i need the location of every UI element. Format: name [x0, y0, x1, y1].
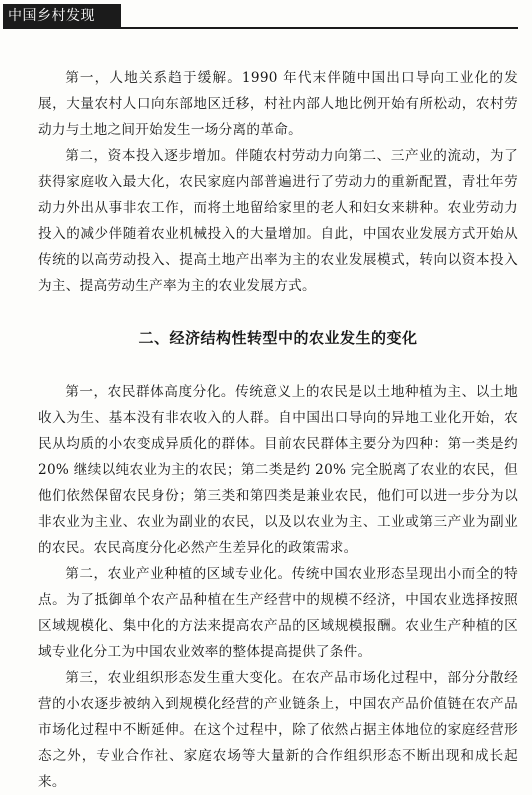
- paragraph-1: 第一，人地关系趋于缓解。1990 年代末伴随中国出口导向工业化的发展，大量农村人口向东部地区迁移，村社内部人地比例开始有所松动，农村劳动力与土地之间开始发生一场分离的革命。: [38, 70, 518, 138]
- paragraph-3: 第一，农民群体高度分化。传统意义上的农民是以土地种植为主、以土地收入为生、基本没有非农收入的人群。自中国出口导向的异地工业化开始，农民从均质的小农变成异质化的群体。目前农民群体主要分为四种：第一类是约 20% 继续以纯农业为主的农民；第二类是约 20% 完全脱离了农业的农民，但他们依然保留农民身份；第三类和第四类是兼业农民，他们可以进一步分为以非农业为主业、农业为副业的农民，以及以农业为主、工业或第三产业为副业的农民。农民高度分化必然产生差异化的政策需求。: [38, 384, 518, 556]
- paragraph-5: 第三，农业组织形态发生重大变化。在农产品市场化过程中，部分分散经营的小农逐步被纳入到规模化经营的产业链条上，中国农产品价值链在农产品市场化过程中不断延伸。在这个过程中，除了依然占据主体地位的家庭经营形态之外，专业合作社、家庭农场等大量新的合作组织形态不断出现和成长起来。: [38, 670, 518, 790]
- paragraph-4: 第二，农业产业种植的区域专业化。传统中国农业形态呈现出小而全的特点。为了抵御单个农产品种植在生产经营中的规模不经济，中国农业选择按照区域规模化、集中化的方法来提高农产品的区域规模报酬。农业生产种植的区域专业化分工为中国农业效率的整体提高提供了条件。: [38, 566, 518, 660]
- section-heading: 二、经济结构性转型中的农业发生的变化: [138, 329, 418, 347]
- running-header-title: 中国乡村发现: [3, 4, 121, 28]
- header-rule: [3, 27, 518, 29]
- page-body: [38, 65, 518, 795]
- paragraph-2: 第二，资本投入逐步增加。伴随农村劳动力向第二、三产业的流动，为了获得家庭收入最大化，农民家庭内部普遍进行了劳动力的重新配置，青壮年劳动力外出从事非农工作，而将土地留给家里的老人和妇女来耕种。农业劳动力投入的减少伴随着农业机械投入的大量增加。自此，中国农业发展方式开始从传统的以高劳动投入、提高土地产出率为主的农业发展模式，转向以资本投入为主、提高劳动生产率为主的农业发展方式。: [38, 148, 518, 294]
